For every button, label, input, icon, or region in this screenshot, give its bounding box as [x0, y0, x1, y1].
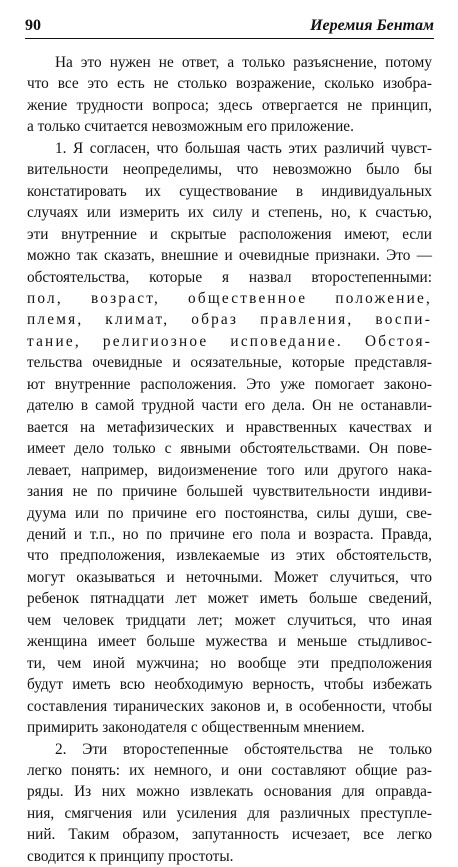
text-line: имеет дело только с явными обстоятельствами. Он пове-	[27, 440, 432, 458]
text-line: дуума или по причине его постоянства, силы души, све-	[27, 504, 432, 522]
text-line: На это нужен не ответ, а только разъяснение, потому	[55, 54, 432, 71]
text-line: дений и т.п., но по причине его пола и возраста. Правда,	[27, 525, 432, 543]
text-line: случаях или измерить их силу и степень, но, к счастью,	[27, 204, 432, 222]
text-line: что предположения, извлекаемые из этих обстоятельств,	[27, 547, 432, 565]
text-line: вается на метафизических и нравственных качествах и	[27, 418, 432, 436]
text-line: 1. Я согласен, что большая часть этих различий чувст-	[55, 139, 432, 157]
text-line: примирить законодателя с общественным мнением.	[27, 719, 365, 737]
text-line: пол, возраст, общественное положение,	[27, 289, 432, 307]
text-line: племя, климат, образ правления, воспи-	[27, 311, 432, 329]
text-line: что все это есть не столько возражение, сколько изобра-	[27, 75, 432, 93]
text-line: сводится к принципу простоты.	[27, 847, 234, 865]
text-line: тельства очевидные и осязательные, которые представля-	[27, 354, 432, 372]
text-line: вительности неопределимы, что невозможно было бы	[27, 161, 432, 179]
text-line: ребенок пятнадцати лет может иметь больше сведений,	[27, 590, 432, 608]
text-line: а только считается невозможным его приложение.	[27, 118, 354, 136]
text-line: левает, например, видоизменение того или другого нака-	[27, 461, 432, 479]
text-line: эти внутренние и скрытые расположения имеют, если	[27, 225, 432, 243]
text-line: составления тиранических законов и, в особенности, чтобы	[27, 697, 432, 715]
text-line: ния, смягчения или усиления для различных преступле-	[27, 804, 432, 822]
text-line: чем человек тридцати лет; может случиться, что иная	[27, 611, 432, 629]
running-head: Иеремия Бентам	[310, 17, 434, 34]
text-line: будут иметь всю необходимую верность, чтобы избежать	[27, 676, 432, 694]
text-line: женщина имеет больше мужества и меньше стыдливос-	[27, 633, 432, 651]
page-header	[25, 16, 434, 39]
text-line: ний. Таким образом, запутанность исчезает, все легко	[27, 826, 432, 844]
text-line: констатировать их существование в индивидуальных	[27, 182, 432, 200]
text-line: жение трудности вопроса; здесь отвергается не принцип,	[27, 96, 432, 114]
text-line: можно так сказать, внешние и очевидные признаки. Это —	[27, 247, 432, 265]
text-line: 2. Эти второстепенные обстоятельства не только	[55, 740, 432, 758]
text-line: могут оказываться и неточными. Может случиться, что	[27, 568, 432, 586]
text-line: обстоятельства, которые я назвал второстепенными:	[27, 268, 432, 286]
text-line: зания не по причине большей чувствительности индиви-	[27, 483, 432, 501]
text-line: ти, чем иной мужчина; но вообще эти предположения	[27, 654, 432, 672]
text-line: легко понять: их немного, и они составляют общие раз-	[27, 761, 432, 779]
text-line: ют внутренние расположения. Это уже помогает законо-	[27, 375, 432, 393]
body-text	[27, 52, 432, 867]
page-number: 90	[25, 17, 41, 34]
text-line: ряды. Из них можно извлекать основания для оправда-	[27, 783, 432, 801]
text-line: тание, религиозное исповедание. Обстоя-	[27, 332, 432, 350]
text-line: дателю в самой трудной части его дела. Он не останавли-	[27, 397, 432, 415]
